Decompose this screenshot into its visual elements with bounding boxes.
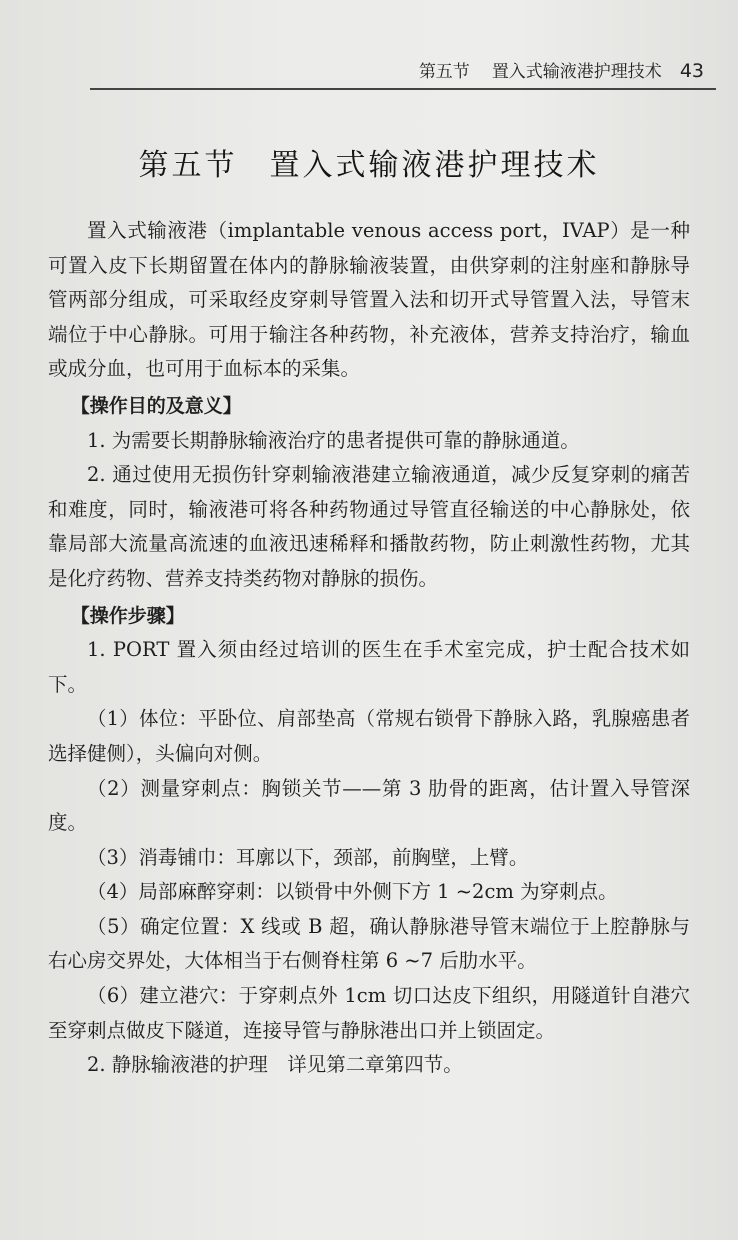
step-item: （5）确定位置：X 线或 B 超，确认静脉港导管末端位于上腔静脉与右心房交界处，大体相当于右侧脊柱第 6 ~7 后肋水平。	[48, 914, 690, 973]
section-title	[0, 140, 738, 184]
step-item: （1）体位：平卧位、肩部垫高（常规右锁骨下静脉入路，乳腺癌患者选择健侧），头偏向对侧。	[48, 707, 690, 765]
step-item: 2. 静脉输液港的护理 详见第二章第四节。	[87, 1053, 463, 1077]
running-head	[0, 57, 704, 87]
step-item: （6）建立港穴：于穿刺点外 1cm 切口达皮下组织，用隧道针自港穴至穿刺点做皮下隧道，连接导管与静脉港出口并上锁固定。	[48, 984, 690, 1042]
running-head-title: 置入式输液港护理技术	[491, 62, 662, 82]
page-number: 43	[679, 60, 704, 82]
purpose-item: 2. 通过使用无损伤针穿刺输液港建立输液通道，减少反复穿刺的痛苦和难度，同时，输液港可将各种药物通过导管直径输送的中心静脉处，依靠局部大流量高流速的血液迅速稀释和播散药物，防止刺激性药物，尤其是化疗药物、营养支持类药物对静脉的损伤。	[48, 463, 690, 590]
section-title-number: 第五节	[138, 148, 238, 183]
step-item: （4）局部麻醉穿刺：以锁骨中外侧下方 1 ~2cm 为穿刺点。	[87, 880, 618, 904]
steps-heading: 【操作步骤】	[70, 604, 185, 627]
purpose-item: 1. 为需要长期静脉输液治疗的患者提供可靠的静脉通道。	[87, 428, 580, 452]
intro-paragraph: 置入式输液港（implantable venous access port，IVAP）是一种可置入皮下长期留置在体内的静脉输液装置，由供穿刺的注射座和静脉导管两部分组成，可采取经皮穿刺导管置入法和切开式导管置入法，导管末端位于中心静脉。可用于输注各种药物，补充液体，营养支持治疗，输血或成分血，也可用于血标本的采集。	[48, 219, 690, 381]
purpose-heading: 【操作目的及意义】	[70, 394, 242, 417]
running-head-section: 第五节	[418, 62, 470, 82]
step-item: （2）测量穿刺点：胸锁关节——第 3 肋骨的距离，估计置入导管深度。	[48, 776, 690, 835]
section-title-name: 置入式输液港护理技术	[269, 148, 600, 183]
body-text	[48, 214, 690, 1083]
step-item: （3）消毒铺巾：耳廓以下，颈部，前胸壁，上臂。	[87, 845, 529, 869]
step-item: 1. PORT 置入须由经过培训的医生在手术室完成，护士配合技术如下。	[48, 638, 690, 696]
header-rule	[90, 88, 716, 90]
